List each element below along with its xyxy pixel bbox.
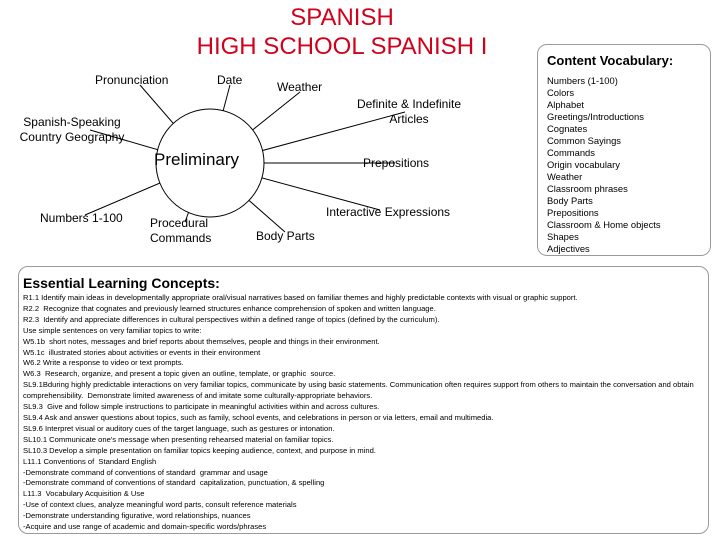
topic-prepositions: Prepositions: [363, 156, 430, 170]
vocabulary-item: Prepositions: [547, 207, 599, 218]
topic-numbers: Numbers 1-100: [40, 211, 123, 225]
vocabulary-item: Common Sayings: [547, 135, 621, 146]
topic-interactive-expressions: Interactive Expressions: [326, 205, 451, 219]
topic-definite-indefinite-articles: Definite & Indefinite Articles: [356, 97, 462, 126]
concept-item: L11.1 Conventions of Standard English: [23, 456, 157, 466]
concept-item: -Demonstrate command of conventions of standard grammar and usage: [23, 467, 268, 477]
concept-item: -Demonstrate command of conventions of standard capitalization, punctuation, & spelling: [23, 478, 325, 488]
vocabulary-item: Commands: [547, 147, 595, 158]
content-vocabulary-panel: [537, 44, 711, 256]
vocabulary-item: Classroom & Home objects: [547, 219, 661, 230]
concept-item: L11.3 Vocabulary Acquisition & Use: [23, 489, 145, 499]
concept-item: SL9.1Bduring highly predictable interactions on very familiar topics, communicate by using basic statements. Communication often requires support from others to maintain the conversation and obtain comprehensibility. Demonstrate limited awareness of and imitate some culturally-appropriate behaviors.: [23, 380, 696, 401]
topic-pronunciation: Pronunciation: [95, 73, 169, 87]
vocabulary-list: [547, 75, 710, 255]
concept-item: R2.3 Identify and appreciate differences in cultural perspectives within a defined range of topics (defined by the curriculum).: [23, 314, 440, 324]
essential-learning-concepts-panel: [18, 266, 709, 534]
concept-item: -Demonstrate understanding figurative, word relationships, nuances: [23, 511, 251, 521]
vocabulary-item: Numbers (1-100): [547, 75, 618, 86]
vocabulary-item: Alphabet: [547, 99, 585, 110]
vocabulary-heading: Content Vocabulary:: [547, 53, 674, 68]
concept-item: SL9.6 Interpret visual or auditory cues of the target language, such as gestures or intonation.: [23, 423, 335, 433]
concepts-heading: Essential Learning Concepts:: [23, 275, 220, 291]
concept-item: W6.3 Research, organize, and present a topic given an outline, template, or graphic source.: [23, 369, 336, 379]
vocabulary-item: Body Parts: [547, 195, 593, 206]
vocabulary-item: Cognates: [547, 123, 588, 134]
concept-item: W5.1b short notes, messages and brief reports about themselves, people and things in their environment.: [23, 336, 380, 346]
vocabulary-item: Weather: [547, 171, 583, 182]
vocabulary-item: Colors: [547, 87, 575, 98]
concept-item: -Acquire and use range of academic and domain-specific words/phrases: [23, 522, 267, 532]
concept-item: SL10.1 Communicate one's message when presenting rehearsed material on familiar topics.: [23, 434, 334, 444]
vocabulary-item: Classroom phrases: [547, 183, 628, 194]
concept-item: SL10.3 Develop a simple presentation on familiar topics keeping audience, context, and purpose in mind.: [23, 445, 376, 455]
vocabulary-item: Greetings/Introductions: [547, 111, 644, 122]
topic-date: Date: [217, 73, 243, 87]
concept-item: SL9.4 Ask and answer questions about topics, such as family, school events, and celebrations in person or via letters, email and multimedia.: [23, 412, 494, 422]
concept-item: SL9.3 Give and follow simple instructions to participate in meaningful activities within and across cultures.: [23, 402, 380, 412]
page-title-line-1: SPANISH: [290, 4, 394, 31]
concept-item: Use simple sentences on very familiar topics to write:: [23, 325, 202, 335]
concept-item: W6.2 Write a response to video or text prompts.: [23, 358, 184, 368]
topic-country-geography: Spanish-Speaking Country Geography: [19, 115, 125, 144]
vocabulary-item: Shapes: [547, 231, 579, 242]
concept-item: R2.2 Recognize that cognates and previously learned structures enhance comprehension of spoken and written language.: [23, 303, 436, 313]
vocabulary-item: Origin vocabulary: [547, 159, 620, 170]
concepts-list: [23, 293, 708, 533]
topic-body-parts: Body Parts: [256, 229, 315, 243]
concept-item: -Use of context clues, analyze meaningful word parts, consult reference materials: [23, 500, 297, 510]
topic-weather: Weather: [277, 80, 323, 94]
concept-item: W5.1c illustrated stories about activities or events in their environment: [23, 347, 261, 357]
vocabulary-item: Adjectives: [547, 243, 590, 254]
topic-procedural-commands: Procedural Commands: [150, 216, 212, 245]
diagram-hub-label: Preliminary: [154, 150, 240, 169]
concept-item: R1.1 Identify main ideas in developmentally appropriate oral/visual narratives based on familiar themes and highly predictable contexts with visual or graphic support.: [23, 293, 578, 302]
page-title-line-2: HIGH SCHOOL SPANISH I: [196, 33, 488, 60]
